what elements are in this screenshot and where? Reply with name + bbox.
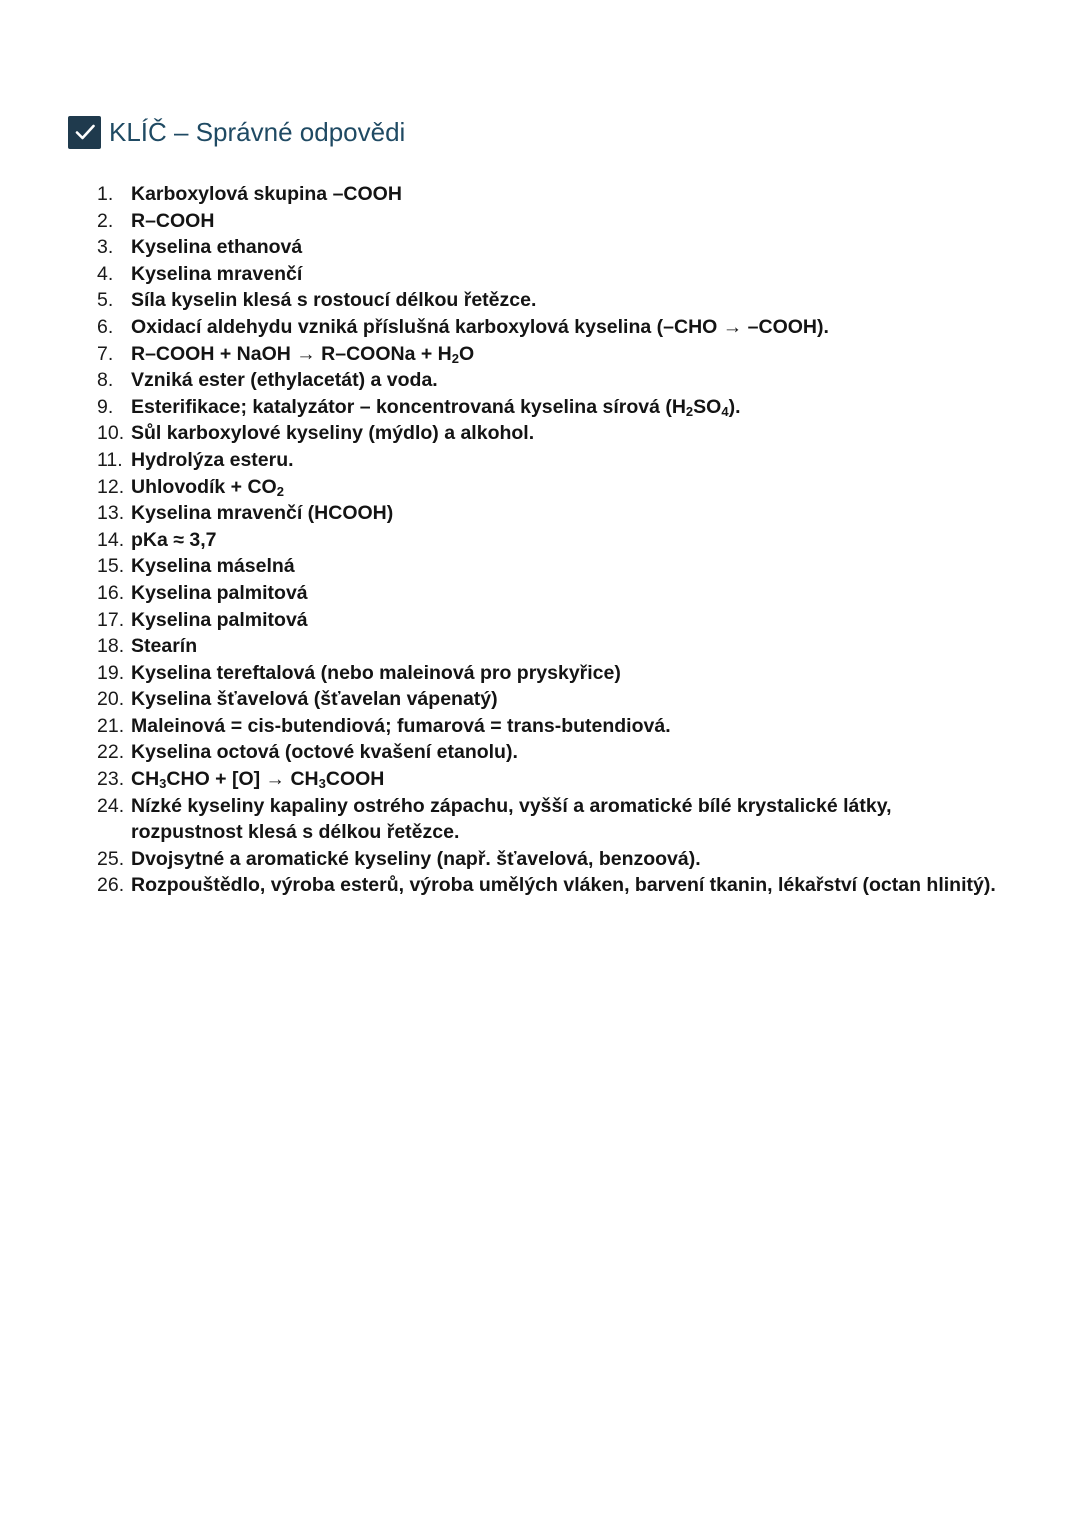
subscript: 2 — [276, 483, 284, 499]
answer-number: 14. — [97, 528, 125, 551]
answer-number: 6. — [97, 315, 114, 338]
answer-text-part: SO — [693, 395, 722, 418]
answer-text — [131, 341, 997, 368]
answer-text — [131, 261, 997, 288]
answer-number: 22. — [97, 741, 125, 764]
answer-text-part: Nízké kyseliny kapaliny ostrého zápachu, vyšší a aromatické bílé krystalické látky, rozpustnost klesá s délkou řetězce. — [131, 794, 892, 844]
answer-text — [131, 500, 997, 527]
answer-item — [97, 500, 997, 527]
answer-text-part: Síla kyselin klesá s rostoucí délkou řetězce. — [131, 289, 537, 312]
answer-text — [131, 580, 997, 607]
answer-number: 13. — [97, 502, 125, 525]
answer-text-part: Stearín — [131, 635, 198, 658]
answer-text-part: Sůl karboxylové kyseliny (mýdlo) a alkohol. — [131, 422, 535, 445]
answer-text — [131, 713, 997, 740]
answer-number: 15. — [97, 555, 125, 578]
answer-item — [97, 553, 997, 580]
answer-item — [97, 234, 997, 261]
answer-item — [97, 660, 997, 687]
answer-item — [97, 420, 997, 447]
answer-text — [131, 234, 997, 261]
answer-text — [131, 474, 997, 501]
answer-text-part: Karboxylová skupina –COOH — [131, 183, 402, 205]
answer-item — [97, 846, 997, 873]
subscript: 3 — [318, 776, 326, 792]
answer-number: 12. — [97, 475, 125, 498]
answer-text-part: ). — [728, 395, 741, 418]
answer-text-part: Esterifikace; katalyzátor – koncentrovaná kyselina sírová (H — [131, 395, 686, 418]
subscript: 2 — [685, 403, 694, 419]
answer-number: 21. — [97, 714, 125, 737]
subscript: 4 — [721, 403, 729, 419]
answer-item — [97, 394, 997, 421]
answer-item — [97, 527, 997, 554]
answer-number: 1. — [97, 183, 114, 205]
answer-item — [97, 287, 997, 314]
answer-text — [131, 553, 997, 580]
answer-text — [131, 447, 997, 474]
answer-item — [97, 633, 997, 660]
answer-number: 10. — [97, 422, 125, 445]
answer-text — [131, 367, 997, 394]
answer-text-part: Kyselina mravenčí — [131, 262, 303, 285]
answer-text — [131, 872, 997, 899]
answer-number: 20. — [97, 688, 125, 711]
check-box-icon — [68, 116, 101, 149]
answer-text-part: Hydrolýza esteru. — [131, 448, 294, 471]
answer-number: 2. — [97, 209, 114, 232]
answer-number: 25. — [97, 847, 125, 870]
answer-text-part: Kyselina palmitová — [131, 581, 308, 604]
answer-number: 4. — [97, 262, 114, 285]
answer-number: 11. — [97, 448, 123, 471]
answer-text — [131, 420, 997, 447]
answer-text — [131, 287, 997, 314]
answer-text — [131, 686, 997, 713]
answer-item — [97, 341, 997, 368]
answer-text-part: Kyselina mravenčí (HCOOH) — [131, 502, 394, 525]
checkmark-icon — [73, 120, 97, 144]
answer-number: 9. — [97, 395, 114, 418]
answer-text — [131, 739, 997, 766]
answer-text-part: Kyselina octová (octové kvašení etanolu). — [131, 741, 518, 764]
answer-text-part: Oxidací aldehydu vzniká příslušná karboxylová kyselina (–CHO → –COOH). — [131, 315, 829, 338]
answer-number: 8. — [97, 369, 114, 392]
answer-text-part: Dvojsytné a aromatické kyseliny (např. šťavelová, benzoová). — [131, 847, 701, 870]
answer-text-part: Rozpouštědlo, výroba esterů, výroba umělých vláken, barvení tkanin, lékařství (octan hlinitý). — [131, 874, 996, 897]
answer-item — [97, 447, 997, 474]
answer-text — [131, 314, 997, 341]
answer-number: 18. — [97, 635, 125, 658]
answer-text — [131, 846, 997, 873]
answer-text-part: Kyselina tereftalová (nebo maleinová pro pryskyřice) — [131, 661, 621, 684]
subscript: 3 — [159, 776, 167, 792]
answer-number: 3. — [97, 236, 114, 259]
answer-item — [97, 793, 997, 846]
answer-number: 5. — [97, 289, 114, 312]
answer-text-part: Vzniká ester (ethylacetát) a voda. — [131, 369, 438, 392]
answer-text-part: Kyselina máselná — [131, 555, 295, 578]
answer-text-part: CHO + [O] → CH — [166, 768, 319, 791]
answer-text — [131, 793, 997, 846]
answer-text-part: CH — [131, 768, 160, 791]
answer-number: 7. — [97, 342, 114, 365]
answer-item — [97, 367, 997, 394]
answer-item — [97, 713, 997, 740]
answer-number: 17. — [97, 608, 125, 631]
answer-number: 24. — [97, 794, 125, 817]
answer-text — [131, 607, 997, 634]
answer-text — [131, 660, 997, 687]
answer-item — [97, 686, 997, 713]
answer-item — [97, 181, 997, 208]
answer-item — [97, 474, 997, 501]
section-title: KLÍČ – Správné odpovědi — [109, 116, 406, 147]
section-heading — [68, 113, 405, 151]
answer-text-part: R–COOH + NaOH → R–COONa + H — [131, 342, 452, 365]
answer-text-part: O — [458, 342, 475, 365]
answer-item — [97, 580, 997, 607]
answer-number: 16. — [97, 581, 125, 604]
answer-number: 23. — [97, 768, 125, 791]
answer-text — [131, 527, 997, 554]
answer-text-part: Uhlovodík + CO — [131, 475, 277, 498]
answer-item — [97, 872, 997, 899]
answer-text-part: pKa ≈ 3,7 — [131, 528, 217, 551]
answer-text — [131, 394, 997, 421]
answer-number: 26. — [97, 874, 125, 897]
answer-number: 19. — [97, 661, 125, 684]
answer-item — [97, 607, 997, 634]
answer-text-part: Kyselina šťavelová (šťavelan vápenatý) — [131, 688, 498, 711]
answer-item — [97, 739, 997, 766]
answer-list — [97, 181, 997, 899]
answer-text-part: COOH — [325, 768, 385, 791]
answer-text-part: R–COOH — [131, 209, 215, 232]
answer-item — [97, 314, 997, 341]
answer-text-part: Kyselina palmitová — [131, 608, 308, 631]
subscript: 2 — [451, 350, 459, 366]
answer-text-part: Maleinová = cis-butendiová; fumarová = trans-butendiová. — [131, 714, 671, 737]
answer-text — [131, 766, 997, 793]
answer-text — [131, 181, 997, 208]
answer-item — [97, 766, 997, 793]
answer-text-part: Kyselina ethanová — [131, 236, 303, 259]
answer-text — [131, 208, 997, 235]
answer-text — [131, 633, 997, 660]
answer-item — [97, 261, 997, 288]
answer-item — [97, 208, 997, 235]
